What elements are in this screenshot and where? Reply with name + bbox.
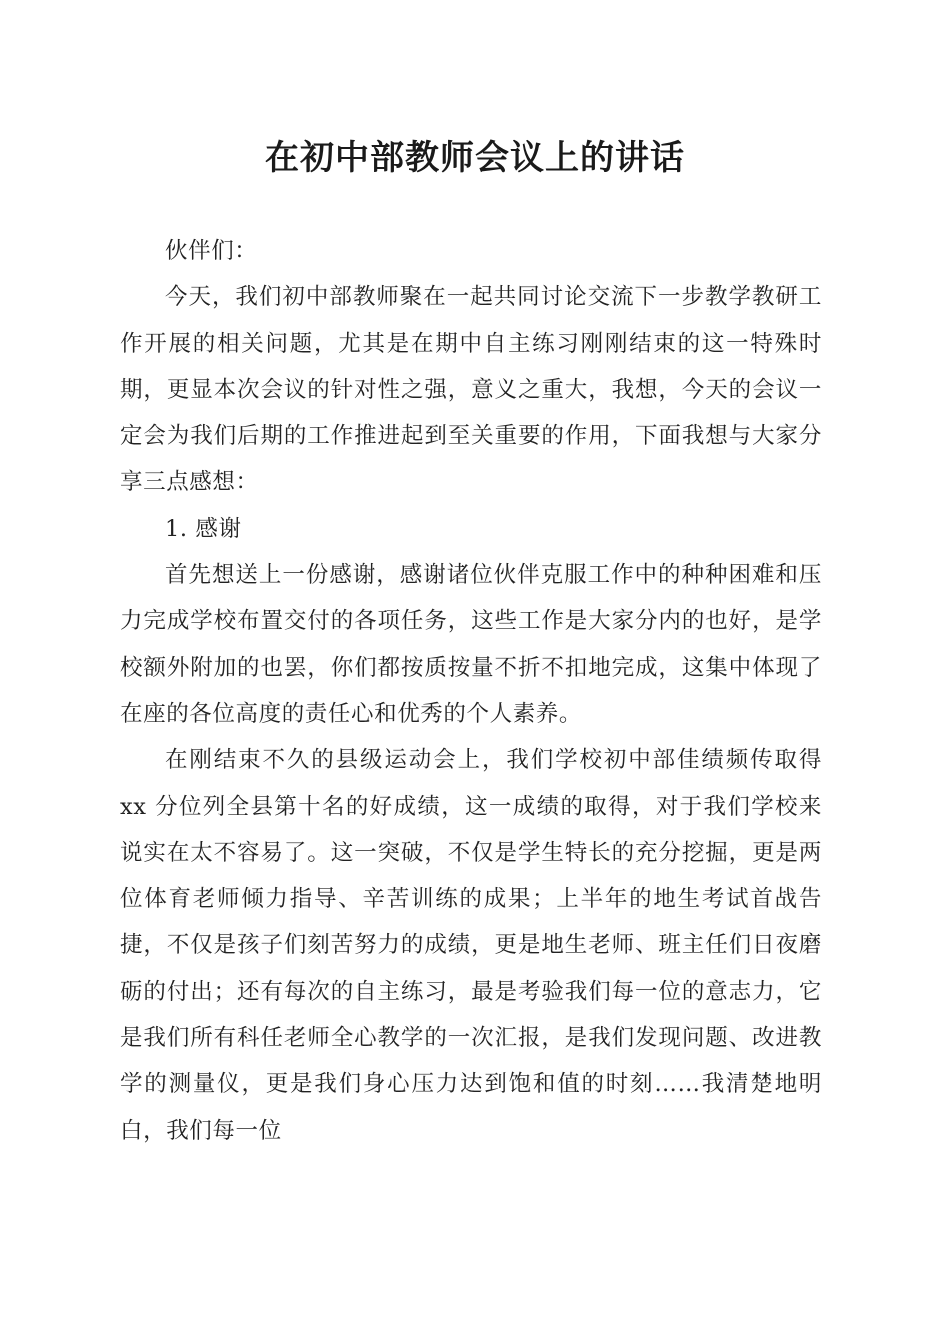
paragraph-intro: 今天，我们初中部教师聚在一起共同讨论交流下一步教学教研工作开展的相关问题，尤其是在期中自主练习刚刚结束的这一特殊时期，更显本次会议的针对性之强，意义之重大，我想，今天的会议一定会为我们后期的工作推进起到至关重要的作用，下面我想与大家分享三点感想： — [120, 284, 822, 496]
salutation: 伙伴们： — [165, 238, 258, 264]
section-heading-thanks: 1. 感谢 — [165, 515, 242, 542]
paragraph-achievements: 在刚结束不久的县级运动会上，我们学校初中部佳绩频传取得 xx 分位列全县第十名的好成绩，这一成绩的取得，对于我们学校来说实在太不容易了。这一突破，不仅是学生特长的充分挖掘，更是两位体育老师倾力指导、辛苦训练的成果；上半年的地生考试首战告捷，不仅是孩子们刻苦努力的成绩，更是地生老师、班主任们日夜磨砺的付出；还有每次的自主练习，最是考验我们每一位的意志力，它是我们所有科任老师全心教学的一次汇报，是我们发现问题、改进教学的测量仪，更是我们身心压力达到饱和值的时刻……我清楚地明白，我们每一位 — [120, 747, 822, 1144]
document-body — [120, 228, 822, 1154]
paragraph-thanks: 首先想送上一份感谢，感谢诸位伙伴克服工作中的种种困难和压力完成学校布置交付的各项任务，这些工作是大家分内的也好，是学校额外附加的也罢，你们都按质按量不折不扣地完成，这集中体现了在座的各位高度的责任心和优秀的个人素养。 — [120, 562, 822, 727]
page-title: 在初中部教师会议上的讲话 — [265, 138, 685, 178]
